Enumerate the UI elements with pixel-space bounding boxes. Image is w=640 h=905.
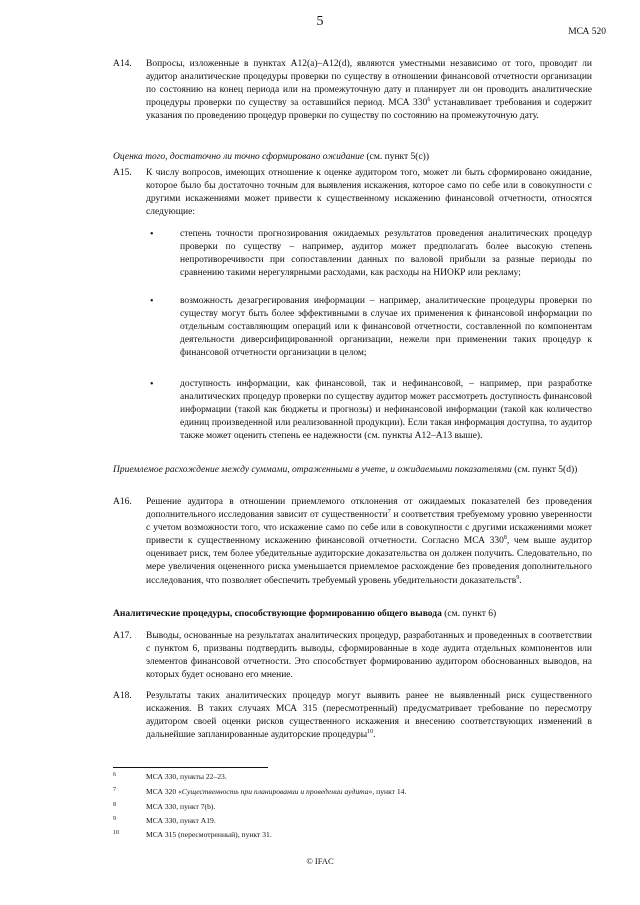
footnote-number: 9	[113, 816, 116, 822]
bullet-marker: •	[150, 379, 154, 390]
section-heading-overall-conclusion: Аналитические процедуры, способствующие формированию общего вывода (см. пункт 6)	[113, 609, 497, 619]
bullet-marker: •	[150, 296, 154, 307]
para-a17-id: А17.	[113, 631, 132, 641]
footnote-number: 6	[113, 772, 116, 778]
footnote-text: МСА 330, пункт А19.	[146, 816, 216, 825]
footnote-text: МСА 330, пункты 22–23.	[146, 772, 227, 781]
para-a16-id: А16.	[113, 497, 132, 507]
page-footer: © IFAC	[306, 856, 334, 866]
para-a16: Решение аудитора в отношении приемлемого отклонения от ожидаемых показателей без проведения дополнительного исследования зависит от существенности$^7$ и соответствия требуемому уровню уверенности с учетом возможности того, что искажение само по себе или в совокупности с другими искажениями может привести к существенному искажению финансовой отчетности. Согласно МСА $330^8$, чем выше аудитор оценивает риск, тем более убедительные аудиторские доказательства он должен получить. Следовательно, по мере увеличения оцененного риска уменьшается приемлемое расхождение без проведения дополнительного исследования, что позволяет обеспечить требуемый уровень убедительности доказательств$^9$.	[146, 497, 592, 586]
para-a14-id: A14.	[113, 59, 132, 69]
para-a18: Результаты таких аналитических процедур могут выявить ранее не выявленный риск существенного искажения. В таких случаях МСА 315 (пересмотренный) предусматривает требование по пересмотру аудитором своей оценки рисков существенного искажения и внесению соответствующих изменений в дальнейшие запланированные аудиторские процедуры$^{10}$.	[146, 691, 592, 741]
para-a14: Вопросы, изложенные в пунктах А12(a)–А12(d), являются уместными независимо от того, проводит ли аудитор аналитические процедуры проверки по существу в отношении финансовой отчетности организации по состоянию на конец периода или на промежуточную дату и планирует ли он проводить аналитические процедуры проверки по существу за оставшийся период. МСА $330^6$ устанавливает требования и содержит указания по проведению процедур проверки по существу по состоянию на промежуточную дату.	[146, 59, 592, 122]
footnote-number: 10	[113, 830, 119, 836]
para-a18-id: А18.	[113, 691, 132, 701]
bullet-item: возможность дезагрегирования информации – например, аналитические процедуры проверки по существу могут быть более эффективными в случае их применения к финансовой информации по отдельным составляющим операций или к финансовой отчетности, составленной по компонентам деятельности диверсифицированной организации, нежели при применении таких процедур к финансовой отчетности организации в целом;	[180, 296, 592, 359]
footnote-text: МСА 320 «Существенность при планировании и проведении аудита», пункт 14.	[146, 787, 407, 796]
footnote-number: 8	[113, 802, 116, 808]
running-head: МСА 520	[568, 27, 606, 37]
section-heading-precision: Оценка того, достаточно ли точно сформировано ожидание (см. пункт 5(c))	[113, 152, 430, 162]
bullet-item: доступность информации, как финансовой, так и нефинансовой, – например, при разработке аналитических процедур проверки по существу аудитор может рассмотреть доступность финансовой информации (такой как бюджеты и прогнозы) и нефинансовой информации (такой как количество единиц произведенной или реализованной продукции). Если такая информация доступна, то аудитор также может оценить степень ее надежности (см. пункты А12–А13 выше).	[180, 379, 592, 442]
section-heading-acceptable-difference: Приемлемое расхождение между суммами, отраженными в учете, и ожидаемыми показателями (см. пункт 5(d))	[113, 465, 578, 475]
footnote-rule	[113, 767, 268, 768]
page-number: 5	[316, 14, 324, 29]
footnote-number: 7	[113, 787, 116, 793]
para-a15-id: А15.	[113, 168, 132, 178]
footnote-text: МСА 330, пункт 7(b).	[146, 802, 216, 811]
footnote-text: МСА 315 (пересмотренный), пункт 31.	[146, 830, 272, 839]
bullet-item: степень точности прогнозирования ожидаемых результатов проведения аналитических процедур проверки по существу – например, аудитор может предполагать более высокую степень непротиворечивости при сопоставлении данных по валовой прибыли за разные периоды по сравнению такими нерегулярными расходами, как расходы на НИОКР или рекламу;	[180, 229, 592, 279]
bullet-marker: •	[150, 229, 154, 240]
para-a15: К числу вопросов, имеющих отношение к оценке аудитором того, может ли быть сформировано ожидание, которое было бы достаточно точным для выявления искажения, которое само по себе или в совокупности с другими искажениями может привести к существенному искажению финансовой отчетности, относятся следующие:	[146, 168, 592, 218]
para-a17: Выводы, основанные на результатах аналитических процедур, разработанных и проведенных в соответствии с пунктом 6, призваны подтвердить выводы, сформированные в ходе аудита отдельных компонентов или элементов финансовой отчетности. Это способствует формированию аудитором обоснованных выводов, на которых будет основано его мнение.	[146, 631, 592, 681]
